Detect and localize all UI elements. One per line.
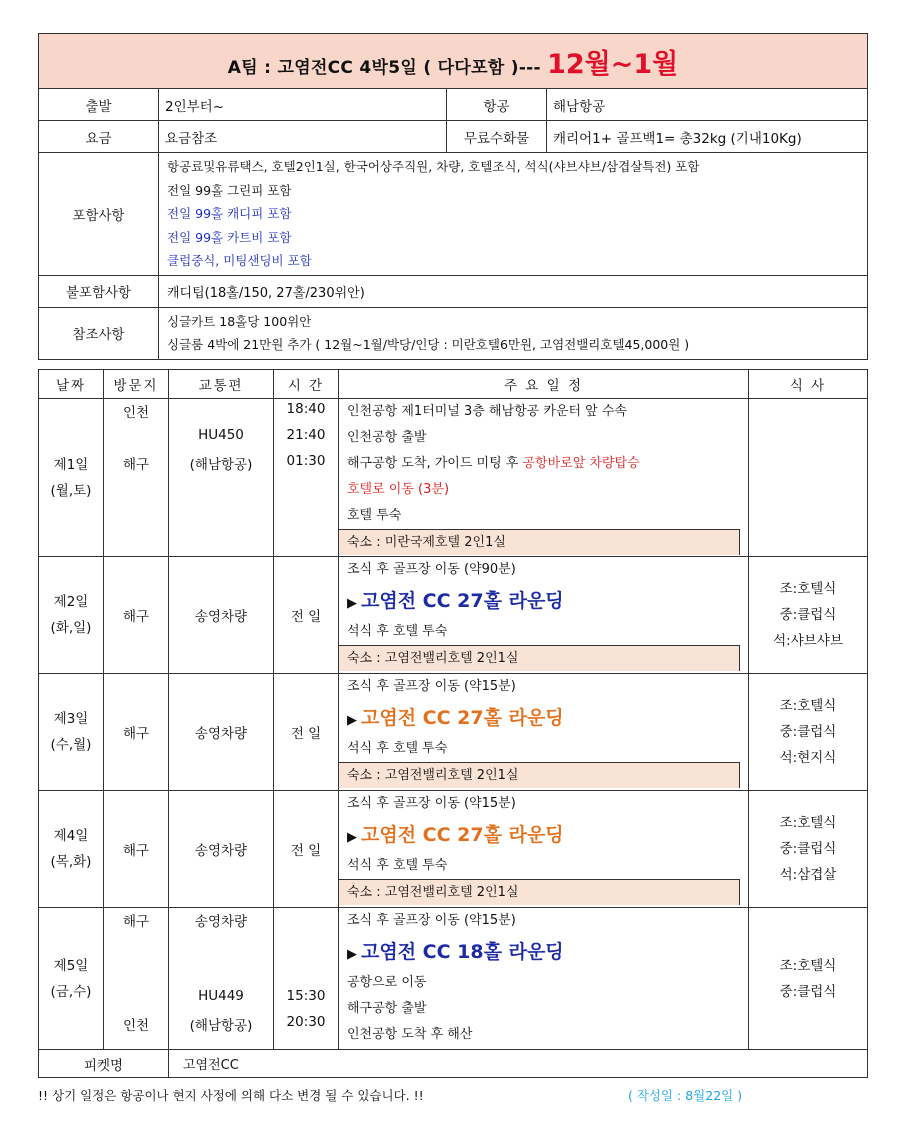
included-item: 항공료및유류택스, 호텔2인1실, 한국어상주직원, 차량, 호텔조식, 석식(샤브샤브/삼겹살특전) 포함 bbox=[167, 159, 700, 174]
meal-item: 중:클럽식 bbox=[779, 724, 837, 740]
flight-number: HU450 bbox=[198, 427, 244, 443]
footer-notice: !! 상기 일정은 항공이나 현지 사정에 의해 다소 변경 될 수 있습니다. !! bbox=[38, 1088, 424, 1103]
depart-label: 출발 bbox=[39, 89, 159, 121]
table-row bbox=[39, 674, 868, 791]
meal-item: 조:호텔식 bbox=[779, 957, 837, 974]
day4-place: 해구 bbox=[104, 791, 169, 908]
day3-itinerary bbox=[339, 674, 749, 791]
day-weekday: (월,토) bbox=[50, 482, 92, 499]
flight-number: HU449 bbox=[198, 988, 244, 1004]
day2-meals bbox=[749, 557, 868, 674]
day4-itinerary bbox=[339, 791, 749, 908]
title-main: A팀 : 고염전CC 4박5일 ( 다다포함 )--- bbox=[227, 57, 541, 78]
place: 해구 bbox=[122, 914, 150, 930]
table-row bbox=[39, 908, 868, 1050]
day1-times bbox=[274, 399, 339, 557]
hotel-info: 숙소 : 고염전밸리호텔 2인1실 bbox=[339, 645, 740, 671]
arrow-right-icon: ▶ bbox=[347, 596, 357, 611]
hotel-info: 숙소 : 미란국제호텔 2인1실 bbox=[339, 529, 740, 555]
airline: (해남항공) bbox=[189, 457, 253, 473]
baggage-value: 캐리어1+ 골프백1= 총32kg (기내10Kg) bbox=[547, 121, 868, 153]
header-time: 시 간 bbox=[274, 370, 339, 399]
baggage-label: 무료수화물 bbox=[447, 121, 547, 153]
day-weekday: (수,월) bbox=[50, 737, 92, 753]
place: 인천 bbox=[122, 405, 150, 421]
golf-round-text: 고염전 CC 27홀 라운딩 bbox=[361, 590, 564, 612]
day2-date bbox=[39, 557, 104, 674]
day1-meals bbox=[749, 399, 868, 557]
itinerary-line: 호텔 투숙 bbox=[347, 508, 402, 523]
golf-round bbox=[339, 583, 748, 619]
note-item: 싱글룸 4박에 21만원 추가 ( 12월~1월/박당/인당 : 미란호텔6만원, 고염전밸리호텔45,000원 ) bbox=[167, 337, 690, 352]
picket-value: 고염전CC bbox=[169, 1050, 868, 1078]
day3-place: 해구 bbox=[104, 674, 169, 791]
notes-label: 참조사항 bbox=[39, 307, 159, 359]
day2-place: 해구 bbox=[104, 557, 169, 674]
included-item: 전일 99홀 그린피 포함 bbox=[167, 182, 292, 198]
day-label: 제1일 bbox=[53, 456, 89, 473]
meal-item: 중:클럽식 bbox=[779, 841, 837, 857]
meal-item: 중:클럽식 bbox=[779, 983, 837, 1000]
table-row bbox=[39, 557, 868, 674]
golf-round-text: 고염전 CC 27홀 라운딩 bbox=[361, 824, 564, 846]
included-item: 클럽중식, 미팅샌딩비 포함 bbox=[167, 253, 312, 268]
golf-round-text: 고염전 CC 27홀 라운딩 bbox=[361, 707, 564, 729]
day-label: 제5일 bbox=[53, 957, 89, 974]
page-title bbox=[39, 34, 868, 89]
time: 20:30 bbox=[286, 1014, 326, 1030]
airline-value: 해남항공 bbox=[547, 89, 868, 121]
table-row bbox=[39, 399, 868, 557]
arrow-right-icon: ▶ bbox=[347, 947, 357, 962]
header-transport: 교통편 bbox=[169, 370, 274, 399]
itinerary-line: 조식 후 골프장 이동 (약90분) bbox=[347, 562, 516, 577]
itinerary-highlight: 공항바로앞 차량탑승 bbox=[522, 456, 640, 471]
place: 인천 bbox=[122, 1018, 150, 1034]
day2-itinerary bbox=[339, 557, 749, 674]
itinerary-line: 인천공항 출발 bbox=[347, 430, 427, 445]
day5-meals bbox=[749, 908, 868, 1050]
included-label: 포함사항 bbox=[39, 153, 159, 276]
notes-list bbox=[159, 307, 868, 359]
day4-time: 전 일 bbox=[274, 791, 339, 908]
arrow-right-icon: ▶ bbox=[347, 713, 357, 728]
day1-places bbox=[104, 399, 169, 557]
itinerary-line bbox=[339, 451, 748, 477]
header-itinerary: 주 요 일 정 bbox=[339, 370, 749, 399]
golf-round bbox=[339, 700, 748, 736]
schedule-table bbox=[38, 369, 868, 1078]
included-item: 전일 99홀 캐디피 포함 bbox=[167, 206, 292, 221]
fare-value: 요금참조 bbox=[159, 121, 447, 153]
day5-places bbox=[104, 908, 169, 1050]
itinerary-text: 해구공항 도착, 가이드 미팅 후 bbox=[347, 456, 523, 471]
airline-label: 항공 bbox=[447, 89, 547, 121]
day-weekday: (금,수) bbox=[50, 983, 92, 1000]
note-item: 싱글카트 18홀당 100위안 bbox=[167, 313, 312, 329]
meal-item: 석:삼겹살 bbox=[779, 867, 837, 883]
day3-transport: 송영차량 bbox=[169, 674, 274, 791]
meal-item: 석:샤브샤브 bbox=[773, 633, 843, 649]
day1-transport bbox=[169, 399, 274, 557]
day5-times bbox=[274, 908, 339, 1050]
day5-date bbox=[39, 908, 104, 1050]
itinerary-line: 공항으로 이동 bbox=[347, 975, 427, 990]
day5-transport bbox=[169, 908, 274, 1050]
day3-time: 전 일 bbox=[274, 674, 339, 791]
fare-label: 요금 bbox=[39, 121, 159, 153]
day2-transport: 송영차량 bbox=[169, 557, 274, 674]
airline: (해남항공) bbox=[189, 1018, 253, 1034]
day4-meals bbox=[749, 791, 868, 908]
day-label: 제4일 bbox=[53, 828, 89, 844]
day1-itinerary bbox=[339, 399, 749, 557]
table-row bbox=[39, 791, 868, 908]
itinerary-line: 인천공항 제1터미널 3층 해남항공 카운터 앞 수속 bbox=[347, 404, 627, 419]
depart-value: 2인부터~ bbox=[159, 89, 447, 121]
title-months: 12월~1월 bbox=[547, 48, 679, 80]
time: 15:30 bbox=[286, 988, 326, 1004]
time: 18:40 bbox=[286, 401, 326, 417]
footer-written-date: ( 작성일 : 8월22일 ) bbox=[628, 1088, 743, 1103]
arrow-right-icon: ▶ bbox=[347, 830, 357, 845]
time: 01:30 bbox=[286, 453, 326, 469]
table-row bbox=[39, 1050, 868, 1078]
hotel-info: 숙소 : 고염전밸리호텔 2인1실 bbox=[339, 762, 740, 788]
picket-label: 피켓명 bbox=[39, 1050, 169, 1078]
meal-item: 조:호텔식 bbox=[779, 698, 837, 714]
day1-date bbox=[39, 399, 104, 557]
meal-item: 조:호텔식 bbox=[779, 815, 837, 831]
meal-item: 조:호텔식 bbox=[779, 581, 837, 597]
excluded-value: 캐디팁(18홀/150, 27홀/230위안) bbox=[159, 275, 868, 307]
tour-info-table bbox=[38, 33, 868, 360]
day4-transport: 송영차량 bbox=[169, 791, 274, 908]
header-place: 방문지 bbox=[104, 370, 169, 399]
included-list bbox=[159, 153, 868, 276]
day-weekday: (화,일) bbox=[50, 620, 92, 636]
header-date: 날짜 bbox=[39, 370, 104, 399]
included-item: 전일 99홀 카트비 포함 bbox=[167, 229, 292, 245]
place: 해구 bbox=[122, 457, 150, 473]
golf-round bbox=[339, 817, 748, 853]
golf-round bbox=[339, 934, 748, 970]
day4-date bbox=[39, 791, 104, 908]
day-label: 제3일 bbox=[53, 711, 89, 727]
day-label: 제2일 bbox=[53, 594, 89, 610]
itinerary-line: 조식 후 골프장 이동 (약15분) bbox=[347, 679, 516, 694]
itinerary-line: 조식 후 골프장 이동 (약15분) bbox=[347, 796, 516, 811]
golf-round-text: 고염전 CC 18홀 라운딩 bbox=[361, 941, 564, 963]
meal-item: 석:현지식 bbox=[779, 750, 837, 766]
itinerary-line: 해구공항 출발 bbox=[347, 1001, 427, 1016]
itinerary-line: 석식 후 호텔 투숙 bbox=[347, 741, 448, 756]
itinerary-line: 인천공항 도착 후 해산 bbox=[347, 1027, 473, 1042]
time: 21:40 bbox=[286, 427, 326, 443]
itinerary-line: 석식 후 호텔 투숙 bbox=[347, 624, 448, 639]
excluded-label: 불포함사항 bbox=[39, 275, 159, 307]
itinerary-line: 조식 후 골프장 이동 (약15분) bbox=[347, 913, 516, 928]
header-meals: 식 사 bbox=[749, 370, 868, 399]
day2-time: 전 일 bbox=[274, 557, 339, 674]
hotel-info: 숙소 : 고염전밸리호텔 2인1실 bbox=[339, 879, 740, 905]
day3-meals bbox=[749, 674, 868, 791]
day3-date bbox=[39, 674, 104, 791]
transport-mode: 송영차량 bbox=[194, 914, 248, 930]
meal-item: 중:클럽식 bbox=[779, 607, 837, 623]
itinerary-line: 호텔로 이동 (3분) bbox=[347, 482, 450, 497]
day5-itinerary bbox=[339, 908, 749, 1050]
day-weekday: (목,화) bbox=[50, 854, 92, 870]
itinerary-line: 석식 후 호텔 투숙 bbox=[347, 858, 448, 873]
